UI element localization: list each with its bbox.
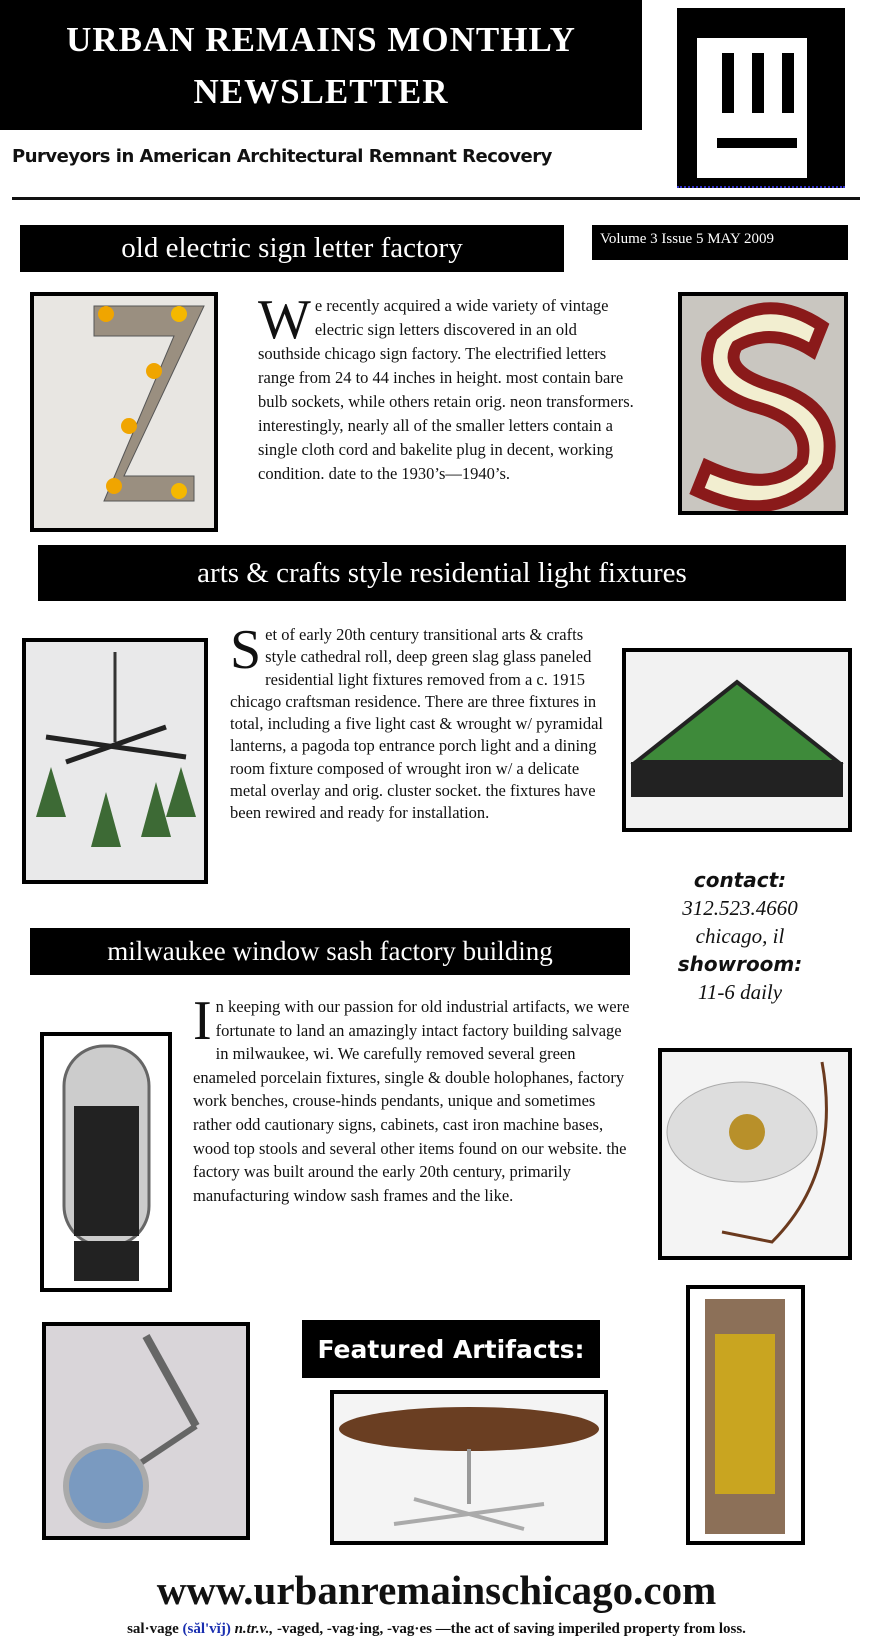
section-text: [258, 289, 638, 486]
paragraph: n keeping with our passion for old industrial artifacts, we were fortunate to land an amazingly intact factory building salvage in milwaukee, wi. We carefully removed several green enameled porcelain fixtures, single & double holophanes, factory work benches, crouse-hinds pendants, unique and sometimes rather odd cautionary signs, cabinets, cast iron machine bases, wood top stools and several other items found on our website. the factory was built around the early 20th century, primarily manufacturing window sash frames and the like.: [193, 997, 630, 1205]
salvage-definition: [0, 1621, 873, 1638]
def-pronunciation: (săl'vĭj): [182, 1621, 231, 1637]
def-word: sal·vage: [127, 1621, 179, 1637]
section-heading: arts & crafts style residential light fixtures: [38, 545, 846, 601]
section-heading: milwaukee window sash factory building: [30, 928, 630, 975]
title-line: URBAN REMAINS MONTHLY: [66, 20, 576, 59]
drop-cap: S: [230, 619, 262, 681]
drop-cap: W: [258, 289, 311, 351]
hours: 11-6 daily: [697, 980, 783, 1004]
table-image: [330, 1390, 608, 1545]
tagline: Purveyors in American Architectural Remnant Recovery: [12, 146, 552, 167]
logo-building-image: [677, 8, 845, 188]
title-line: NEWSLETTER: [193, 72, 449, 111]
sign-letter-s-image: [678, 292, 848, 515]
task-lamp-image: [42, 1322, 250, 1540]
showroom-label: showroom:: [677, 952, 803, 976]
contact-label: contact:: [693, 868, 787, 892]
volume-issue: Volume 3 Issue 5 MAY 2009: [592, 225, 848, 260]
divider: [12, 197, 860, 200]
sconce-image: [686, 1285, 805, 1545]
holophane-image: [658, 1048, 852, 1260]
sign-letter-z-image: [30, 292, 218, 532]
contact-info: [650, 866, 830, 1006]
phone: 312.523.4660: [682, 896, 798, 920]
pagoda-pendant-image: [622, 648, 852, 832]
chandelier-image: [22, 638, 208, 884]
section-text: [193, 990, 630, 1207]
featured-artifacts-heading: Featured Artifacts:: [302, 1320, 600, 1378]
section-text: [230, 619, 608, 825]
def-text: -vaged, -vag·ing, -vag·es —the act of saving imperiled property from loss.: [276, 1621, 746, 1637]
paragraph: e recently acquired a wide variety of vintage electric sign letters discovered in an old southside chicago sign factory. The electrified letters range from 24 to 44 inches in height. most contain bare bulb sockets, while others retain orig. neon transformers. interestingly, nearly all of the smaller letters contain a single cloth cord and bakelite plug in decent, working condition. date to the 1930’s—1940’s.: [258, 296, 634, 483]
section-heading: old electric sign letter factory: [20, 225, 564, 272]
meter-image: [40, 1032, 172, 1292]
website-url[interactable]: www.urbanremainschicago.com: [156, 1567, 717, 1613]
drop-cap: I: [193, 990, 212, 1052]
newsletter-title: [0, 0, 642, 130]
city: chicago, il: [695, 924, 785, 948]
def-part-of-speech: n.tr.v.,: [234, 1621, 274, 1637]
paragraph: et of early 20th century transitional arts & crafts style cathedral roll, deep green slag glass paneled residential light fixtures removed from a c. 1915 chicago craftsman residence. There are three fixtures in total, including a five light cast & wrought w/ pyramidal lanterns, a pagoda top entrance porch light and a dining room fixture composed of wrought iron w/ a delicate metal overlay and orig. cluster socket. the fixtures have been rewired and ready for installation.: [230, 625, 604, 823]
